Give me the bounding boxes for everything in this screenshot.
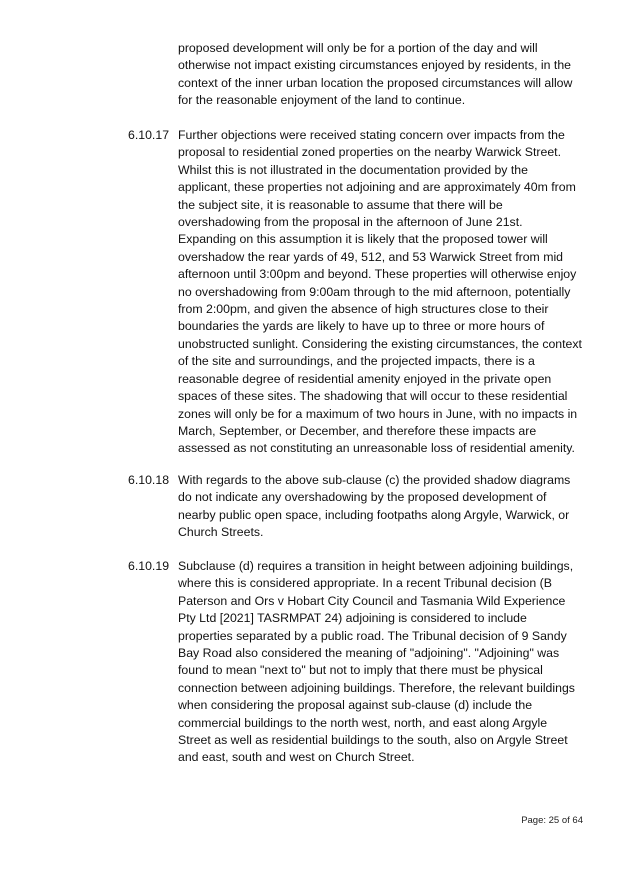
clause-number: 6.10.17 xyxy=(128,128,170,142)
text-line: assessed as not constituting an unreasonable loss of residential amenity. xyxy=(178,441,575,456)
text-line: reasonable degree of residential amenity enjoyed in the private open xyxy=(178,371,552,386)
text-line: of the site and surroundings, and the projected impacts, there is a xyxy=(178,354,535,369)
text-line: Further objections were received stating concern over impacts from the xyxy=(178,128,565,142)
clause-text xyxy=(178,127,582,458)
text-line: from 2:00pm, and given the absence of high structures close to their xyxy=(178,302,549,317)
page-number-footer: Page: 25 of 64 xyxy=(521,815,583,826)
text-line: proposal to residential zoned properties on the nearby Warwick Street. xyxy=(178,145,561,160)
text-line: boundaries the yards are likely to have up to three or more hours of xyxy=(178,319,545,334)
text-line: no overshadowing from 9:00am through to the mid afternoon, potentially xyxy=(178,284,571,299)
text-line: Bay Road also considered the meaning of "adjoining". "Adjoining" was xyxy=(178,646,560,661)
text-line: for the reasonable enjoyment of the land to continue. xyxy=(178,93,466,108)
text-line: Paterson and Ors v Hobart City Council and Tasmania Wild Experience xyxy=(178,593,566,608)
text-line: where this is considered appropriate. In a recent Tribunal decision (B xyxy=(178,576,552,591)
text-line: unobstructed sunlight. Considering the existing circumstances, the context xyxy=(178,336,582,351)
text-line: spaces of these sites. The shadowing that will occur to these residential xyxy=(178,389,568,404)
text-line: March, September, or December, and therefore these impacts are xyxy=(178,423,537,438)
text-line: applicant, these properties not adjoining and are approximately 40m from xyxy=(178,180,576,195)
clause-text xyxy=(178,558,578,767)
text-line: Pty Ltd [2021] TASRMPAT 24) adjoining is considered to include xyxy=(178,611,527,626)
text-line: Subclause (d) requires a transition in height between adjoining buildings, xyxy=(178,559,574,573)
text-line: and east, south and west on Church Street. xyxy=(178,750,415,765)
text-line: do not indicate any overshadowing by the proposed development of xyxy=(178,490,547,505)
clause-6-10-17 xyxy=(128,127,582,458)
text-line: With regards to the above sub-clause (c) the provided shadow diagrams xyxy=(178,473,571,487)
text-line: commercial buildings to the north west, north, and east along Argyle xyxy=(178,715,548,730)
text-line: connection between adjoining buildings. Therefore, the relevant buildings xyxy=(178,680,575,695)
text-line: overshadowing from the proposal in the afternoon of June 21st. xyxy=(178,215,523,230)
text-line: the subject site, it is reasonable to assume that there will be xyxy=(178,197,503,212)
text-line: found to mean "next to" but not to imply that there must be physical xyxy=(178,663,543,678)
continuation-paragraph xyxy=(178,40,578,110)
text-line: Church Streets. xyxy=(178,525,264,540)
clause-6-10-19 xyxy=(128,558,578,767)
text-line: when considering the proposal against sub-clause (d) include the xyxy=(178,698,533,713)
text-line: afternoon until 3:00pm and beyond. These properties will otherwise enjoy xyxy=(178,267,577,282)
text-line: properties separated by a public road. The Tribunal decision of 9 Sandy xyxy=(178,628,567,643)
text-line: Whilst this is not illustrated in the documentation provided by the xyxy=(178,162,528,177)
text-line: context of the inner urban location the proposed circumstances will allow xyxy=(178,75,573,90)
clause-number: 6.10.19 xyxy=(128,559,170,573)
text-line: overshadow the rear yards of 49, 512, and 53 Warwick Street from mid xyxy=(178,249,564,264)
clause-number: 6.10.18 xyxy=(128,473,170,487)
clause-text xyxy=(178,472,578,542)
text-line: nearby public open space, including footpaths along Argyle, Warwick, or xyxy=(178,507,570,522)
text-line: Street as well as residential buildings to the south, also on Argyle Street xyxy=(178,733,568,748)
text-line: zones will only be for a maximum of two hours in June, with no impacts in xyxy=(178,406,578,421)
text-line: proposed development will only be for a portion of the day and will xyxy=(178,41,538,55)
clause-6-10-18 xyxy=(128,472,578,542)
text-line: otherwise not impact existing circumstances enjoyed by residents, in the xyxy=(178,58,572,73)
text-line: Expanding on this assumption it is likely that the proposed tower will xyxy=(178,232,548,247)
